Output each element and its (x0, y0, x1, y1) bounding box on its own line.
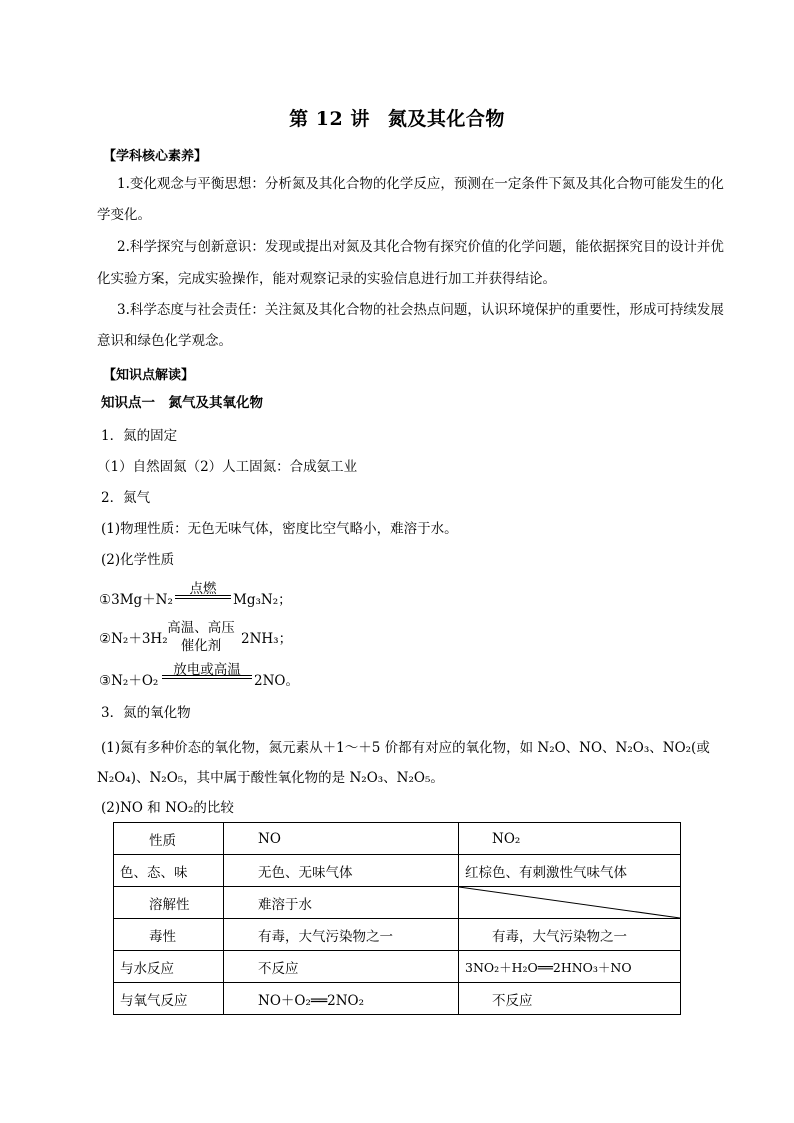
table-cell: 难溶于水 (224, 887, 459, 919)
table-cell: 有毒，大气污染物之一 (224, 919, 459, 951)
table-cell-diagonal (459, 887, 681, 919)
core-item-3-line2: 意识和绿色化学观念。 (97, 333, 232, 349)
table-row (114, 951, 681, 983)
reaction-3-arrow-line-bottom (162, 678, 252, 679)
table-header-row (114, 823, 681, 855)
section-1-title: 1．氮的固定 (101, 428, 178, 444)
oxides-paragraph-line1: (1)氮有多种价态的氧化物，氮元素从＋1～＋5 价都有对应的氧化物，如 N₂O、NO、N₂O₃、NO₂(或 (101, 740, 710, 756)
reaction-1-arrow-line-bottom (175, 598, 231, 599)
no-no2-comparison-table (113, 822, 681, 1015)
physical-properties: (1)物理性质：无色无味气体，密度比空气略小，难溶于水。 (101, 521, 458, 537)
reaction-1-reactants: 3Mg＋N₂ (111, 592, 173, 608)
reaction-2-left (99, 627, 168, 647)
section-3-title: 3．氮的氧化物 (101, 705, 191, 721)
table-row (114, 855, 681, 887)
reaction-3-number: ③ (99, 673, 112, 689)
table-cell: 不反应 (459, 983, 681, 1015)
reaction-2-condition-top: 高温、高压 (167, 620, 235, 636)
table-cell: 与氧气反应 (114, 983, 224, 1015)
section-2-title: 2．氮气 (101, 490, 151, 506)
reaction-2-reactants: N₂＋3H₂ (111, 631, 168, 647)
reaction-1-products: Mg₃N₂； (233, 592, 292, 608)
table-row (114, 887, 681, 919)
section-1-text: （1）自然固氮（2）人工固氮：合成氨工业 (97, 459, 358, 475)
reaction-3-left (99, 669, 158, 689)
knowledge-heading: 【知识点解读】 (103, 368, 195, 383)
reaction-1-number: ① (99, 592, 112, 608)
reaction-3-arrow-line-top (162, 675, 252, 676)
oxides-paragraph-line2: N₂O₄)、N₂O₅，其中属于酸性氧化物的是 N₂O₃、N₂O₅。 (97, 770, 444, 786)
core-item-3-line1: 3.科学态度与社会责任：关注氮及其化合物的社会热点问题，认识环境保护的重要性，形成可持续发展 (117, 302, 724, 318)
table-cell: NO (224, 823, 459, 855)
table-cell: NO₂ (459, 823, 681, 855)
lecture-number: 第 12 讲 (289, 108, 370, 130)
core-item-1-line2: 学变化。 (97, 207, 151, 223)
table-cell: 毒性 (114, 919, 224, 951)
table-cell: 红棕色、有刺激性气味气体 (459, 855, 681, 887)
reaction-3-reactants: N₂＋O₂ (111, 673, 159, 689)
reaction-3-products: 2NO。 (254, 673, 299, 689)
diagonal-slash (459, 887, 680, 918)
page-title (0, 104, 794, 131)
table-row (114, 919, 681, 951)
table-cell: 不反应 (224, 951, 459, 983)
core-item-2-line2: 化实验方案，完成实验操作，能对观察记录的实验信息进行加工并获得结论。 (97, 271, 556, 287)
core-item-1-line1: 1.变化观念与平衡思想：分析氮及其化合物的化学反应，预测在一定条件下氮及其化合物可能发生的化 (117, 176, 724, 192)
reaction-2-number: ② (99, 631, 112, 647)
reaction-1-condition: 点燃 (189, 581, 217, 597)
reaction-1-left (99, 588, 173, 608)
table-cell: 与水反应 (114, 951, 224, 983)
lecture-topic: 氮及其化合物 (387, 108, 505, 130)
table-row (114, 983, 681, 1015)
reaction-2-products: 2NH₃； (241, 631, 293, 647)
table-cell: 溶解性 (114, 887, 224, 919)
table-cell: 性质 (114, 823, 224, 855)
table-cell: 3NO₂＋H₂O══2HNO₃＋NO (459, 951, 681, 983)
comparison-title: (2)NO 和 NO₂的比较 (101, 800, 234, 816)
knowledge-point-1-title: 知识点一 氮气及其氧化物 (101, 395, 263, 411)
chemical-properties-title: (2)化学性质 (101, 552, 175, 568)
reaction-1-arrow-line-top (175, 595, 231, 596)
table-cell: 色、态、味 (114, 855, 224, 887)
table-cell: NO＋O₂══2NO₂ (224, 983, 459, 1015)
reaction-3-condition: 放电或高温 (173, 662, 241, 678)
reaction-2-condition-bottom: 催化剂 (180, 638, 222, 654)
table-cell: 有毒，大气污染物之一 (459, 919, 681, 951)
table-cell: 无色、无味气体 (224, 855, 459, 887)
core-literacy-heading: 【学科核心素养】 (103, 149, 208, 164)
core-item-2-line1: 2.科学探究与创新意识：发现或提出对氮及其化合物有探究价值的化学问题，能依据探究目的设计并优 (117, 239, 724, 255)
